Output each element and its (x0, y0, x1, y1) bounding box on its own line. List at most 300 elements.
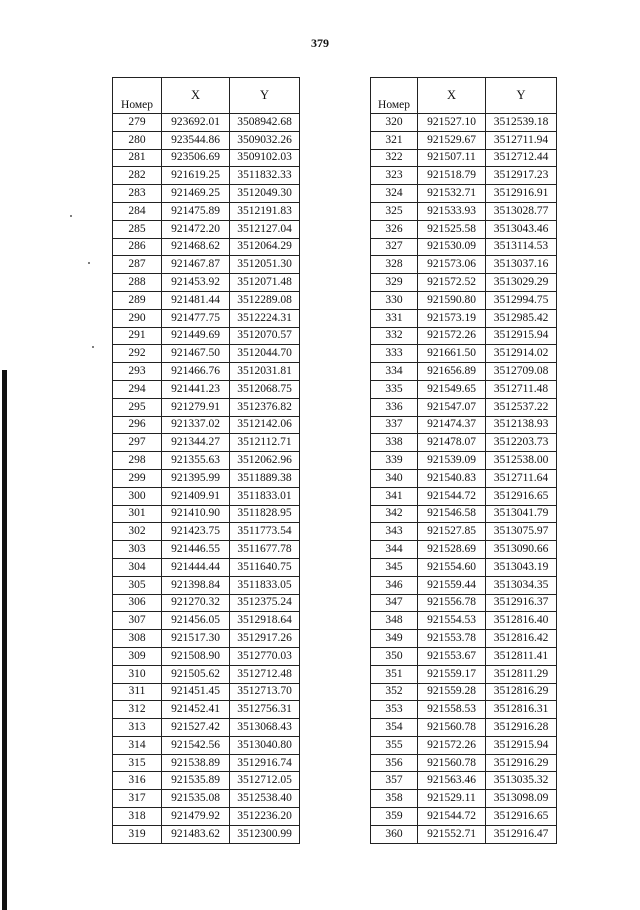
table-row (371, 220, 557, 238)
cell-number: 292 (113, 345, 162, 363)
cell-x: 921507.11 (418, 149, 486, 167)
cell-number: 282 (113, 167, 162, 185)
cell-y: 3512112.71 (230, 434, 300, 452)
cell-x: 921355.63 (162, 452, 230, 470)
table-row (371, 701, 557, 719)
cell-y: 3512917.26 (230, 630, 300, 648)
table-row (113, 434, 300, 452)
table-row (371, 256, 557, 274)
cell-x: 921554.60 (418, 558, 486, 576)
cell-y: 3512051.30 (230, 256, 300, 274)
cell-x: 923544.86 (162, 131, 230, 149)
cell-x: 921558.53 (418, 701, 486, 719)
table-row (113, 274, 300, 292)
cell-number: 345 (371, 558, 418, 576)
table-row (113, 487, 300, 505)
cell-y: 3512070.57 (230, 327, 300, 345)
table-row (113, 523, 300, 541)
cell-number: 315 (113, 754, 162, 772)
cell-x: 921472.20 (162, 220, 230, 238)
cell-number: 333 (371, 345, 418, 363)
table-row (113, 736, 300, 754)
cell-number: 351 (371, 665, 418, 683)
column-header-y: Y (486, 78, 557, 114)
table-row (113, 309, 300, 327)
cell-y: 3513098.09 (486, 790, 557, 808)
table-row (113, 416, 300, 434)
table-row (371, 434, 557, 452)
cell-number: 304 (113, 558, 162, 576)
cell-x: 921444.44 (162, 558, 230, 576)
cell-y: 3513035.32 (486, 772, 557, 790)
cell-number: 286 (113, 238, 162, 256)
cell-number: 329 (371, 274, 418, 292)
table-row (113, 683, 300, 701)
cell-y: 3511828.95 (230, 505, 300, 523)
cell-number: 296 (113, 416, 162, 434)
cell-number: 326 (371, 220, 418, 238)
scan-speck (92, 346, 94, 348)
table-row (113, 790, 300, 808)
cell-y: 3512756.31 (230, 701, 300, 719)
cell-x: 921573.06 (418, 256, 486, 274)
table-body-left (113, 114, 300, 844)
cell-number: 310 (113, 665, 162, 683)
cell-x: 921279.91 (162, 398, 230, 416)
cell-x: 921573.19 (418, 309, 486, 327)
cell-y: 3511773.54 (230, 523, 300, 541)
table-row (371, 149, 557, 167)
cell-x: 921467.50 (162, 345, 230, 363)
cell-y: 3512811.29 (486, 665, 557, 683)
cell-number: 346 (371, 576, 418, 594)
cell-y: 3512916.65 (486, 487, 557, 505)
cell-x: 921525.58 (418, 220, 486, 238)
cell-x: 921619.25 (162, 167, 230, 185)
cell-number: 339 (371, 452, 418, 470)
table-row (371, 363, 557, 381)
cell-number: 335 (371, 380, 418, 398)
cell-x: 921467.87 (162, 256, 230, 274)
cell-number: 325 (371, 202, 418, 220)
cell-x: 921563.46 (418, 772, 486, 790)
scan-speck (70, 215, 72, 217)
cell-x: 921469.25 (162, 185, 230, 203)
cell-y: 3511833.01 (230, 487, 300, 505)
cell-y: 3513043.46 (486, 220, 557, 238)
cell-y: 3512031.81 (230, 363, 300, 381)
cell-number: 320 (371, 114, 418, 132)
cell-x: 921529.67 (418, 131, 486, 149)
cell-number: 311 (113, 683, 162, 701)
cell-number: 298 (113, 452, 162, 470)
cell-y: 3512127.04 (230, 220, 300, 238)
cell-number: 302 (113, 523, 162, 541)
cell-y: 3512985.42 (486, 309, 557, 327)
cell-y: 3512538.40 (230, 790, 300, 808)
cell-number: 318 (113, 808, 162, 826)
cell-x: 921590.80 (418, 291, 486, 309)
cell-y: 3512916.29 (486, 754, 557, 772)
cell-y: 3513034.35 (486, 576, 557, 594)
table-row (113, 719, 300, 737)
cell-number: 350 (371, 647, 418, 665)
table-row (371, 505, 557, 523)
table-row (371, 754, 557, 772)
cell-x: 921560.78 (418, 754, 486, 772)
table-row (371, 541, 557, 559)
cell-y: 3512994.75 (486, 291, 557, 309)
cell-number: 279 (113, 114, 162, 132)
cell-x: 921449.69 (162, 327, 230, 345)
cell-number: 342 (371, 505, 418, 523)
table-row (113, 167, 300, 185)
cell-y: 3512539.18 (486, 114, 557, 132)
cell-number: 309 (113, 647, 162, 665)
cell-y: 3513028.77 (486, 202, 557, 220)
table-row (371, 825, 557, 843)
cell-number: 322 (371, 149, 418, 167)
cell-y: 3512916.37 (486, 594, 557, 612)
table-row (113, 291, 300, 309)
cell-x: 921549.65 (418, 380, 486, 398)
cell-y: 3512062.96 (230, 452, 300, 470)
cell-number: 312 (113, 701, 162, 719)
cell-y: 3512071.48 (230, 274, 300, 292)
cell-number: 290 (113, 309, 162, 327)
table-row (371, 808, 557, 826)
cell-y: 3512816.31 (486, 701, 557, 719)
cell-number: 337 (371, 416, 418, 434)
cell-y: 3511640.75 (230, 558, 300, 576)
cell-number: 341 (371, 487, 418, 505)
table-row (371, 452, 557, 470)
cell-x: 921556.78 (418, 594, 486, 612)
table-row (113, 612, 300, 630)
cell-x: 921517.30 (162, 630, 230, 648)
cell-y: 3512770.03 (230, 647, 300, 665)
cell-number: 324 (371, 185, 418, 203)
cell-number: 352 (371, 683, 418, 701)
cell-number: 317 (113, 790, 162, 808)
table-row (371, 416, 557, 434)
table-body-right (371, 114, 557, 844)
cell-x: 921527.85 (418, 523, 486, 541)
cell-y: 3512224.31 (230, 309, 300, 327)
cell-y: 3513075.97 (486, 523, 557, 541)
cell-x: 921547.07 (418, 398, 486, 416)
table-row (113, 149, 300, 167)
cell-number: 343 (371, 523, 418, 541)
cell-number: 305 (113, 576, 162, 594)
cell-y: 3511832.33 (230, 167, 300, 185)
cell-y: 3512916.47 (486, 825, 557, 843)
cell-x: 921559.17 (418, 665, 486, 683)
cell-y: 3512816.40 (486, 612, 557, 630)
cell-y: 3513090.66 (486, 541, 557, 559)
table-row (371, 736, 557, 754)
cell-x: 921554.53 (418, 612, 486, 630)
cell-x: 921270.32 (162, 594, 230, 612)
table-row (113, 363, 300, 381)
cell-number: 355 (371, 736, 418, 754)
column-header-y: Y (230, 78, 300, 114)
cell-number: 285 (113, 220, 162, 238)
table-header-row (113, 78, 300, 114)
table-row (113, 469, 300, 487)
cell-x: 921552.71 (418, 825, 486, 843)
cell-x: 921451.45 (162, 683, 230, 701)
cell-x: 921456.05 (162, 612, 230, 630)
cell-x: 921466.76 (162, 363, 230, 381)
cell-number: 357 (371, 772, 418, 790)
table-row (371, 772, 557, 790)
cell-x: 921532.71 (418, 185, 486, 203)
cell-x: 921553.78 (418, 630, 486, 648)
cell-y: 3509102.03 (230, 149, 300, 167)
cell-y: 3512049.30 (230, 185, 300, 203)
cell-y: 3513037.16 (486, 256, 557, 274)
column-header-x: X (162, 78, 230, 114)
cell-y: 3512300.99 (230, 825, 300, 843)
cell-y: 3512918.64 (230, 612, 300, 630)
cell-number: 327 (371, 238, 418, 256)
table-row (113, 754, 300, 772)
table-row (113, 131, 300, 149)
cell-y: 3512711.48 (486, 380, 557, 398)
cell-y: 3512068.75 (230, 380, 300, 398)
cell-number: 308 (113, 630, 162, 648)
cell-y: 3511889.38 (230, 469, 300, 487)
table-row (371, 790, 557, 808)
cell-y: 3512712.05 (230, 772, 300, 790)
table-row (371, 558, 557, 576)
cell-y: 3511677.78 (230, 541, 300, 559)
cell-number: 294 (113, 380, 162, 398)
table-row (113, 825, 300, 843)
table-row (371, 327, 557, 345)
table-row (371, 274, 557, 292)
cell-x: 921546.58 (418, 505, 486, 523)
cell-x: 921530.09 (418, 238, 486, 256)
cell-x: 921409.91 (162, 487, 230, 505)
cell-x: 923506.69 (162, 149, 230, 167)
cell-number: 303 (113, 541, 162, 559)
cell-x: 921544.72 (418, 487, 486, 505)
column-header-number: Номер (371, 78, 418, 114)
cell-x: 921656.89 (418, 363, 486, 381)
cell-y: 3512376.82 (230, 398, 300, 416)
cell-x: 921542.56 (162, 736, 230, 754)
cell-y: 3512712.48 (230, 665, 300, 683)
cell-y: 3512537.22 (486, 398, 557, 416)
table-row (113, 647, 300, 665)
cell-x: 921661.50 (418, 345, 486, 363)
cell-x: 921535.08 (162, 790, 230, 808)
cell-x: 921544.72 (418, 808, 486, 826)
cell-y: 3512916.74 (230, 754, 300, 772)
table-row (371, 380, 557, 398)
cell-number: 299 (113, 469, 162, 487)
cell-y: 3512711.94 (486, 131, 557, 149)
cell-y: 3512811.41 (486, 647, 557, 665)
cell-number: 353 (371, 701, 418, 719)
cell-y: 3508942.68 (230, 114, 300, 132)
cell-number: 316 (113, 772, 162, 790)
cell-number: 319 (113, 825, 162, 843)
cell-y: 3513041.79 (486, 505, 557, 523)
cell-number: 287 (113, 256, 162, 274)
table-row (371, 345, 557, 363)
cell-x: 921423.75 (162, 523, 230, 541)
cell-x: 921528.69 (418, 541, 486, 559)
table-row (113, 220, 300, 238)
table-row (371, 131, 557, 149)
table-row (113, 701, 300, 719)
cell-x: 921535.89 (162, 772, 230, 790)
table-row (113, 238, 300, 256)
table-row (113, 256, 300, 274)
cell-number: 358 (371, 790, 418, 808)
cell-number: 330 (371, 291, 418, 309)
cell-y: 3512816.42 (486, 630, 557, 648)
cell-x: 921468.62 (162, 238, 230, 256)
table-row (371, 309, 557, 327)
cell-number: 295 (113, 398, 162, 416)
cell-y: 3512138.93 (486, 416, 557, 434)
cell-x: 921453.92 (162, 274, 230, 292)
table-row (371, 683, 557, 701)
cell-x: 921398.84 (162, 576, 230, 594)
cell-x: 921518.79 (418, 167, 486, 185)
table-row (113, 202, 300, 220)
cell-x: 921337.02 (162, 416, 230, 434)
cell-number: 314 (113, 736, 162, 754)
cell-number: 289 (113, 291, 162, 309)
cell-x: 921539.09 (418, 452, 486, 470)
table-row (113, 505, 300, 523)
cell-number: 323 (371, 167, 418, 185)
cell-y: 3512915.94 (486, 736, 557, 754)
table-row (113, 114, 300, 132)
table-row (113, 345, 300, 363)
coordinates-table-left (112, 77, 300, 844)
cell-x: 921410.90 (162, 505, 230, 523)
cell-y: 3512816.29 (486, 683, 557, 701)
cell-number: 321 (371, 131, 418, 149)
table-row (113, 808, 300, 826)
cell-number: 313 (113, 719, 162, 737)
cell-x: 921559.44 (418, 576, 486, 594)
cell-number: 347 (371, 594, 418, 612)
table-row (371, 612, 557, 630)
cell-number: 349 (371, 630, 418, 648)
cell-y: 3512064.29 (230, 238, 300, 256)
table-row (371, 647, 557, 665)
cell-y: 3512711.64 (486, 469, 557, 487)
table-row (371, 576, 557, 594)
cell-y: 3512289.08 (230, 291, 300, 309)
table-row (113, 772, 300, 790)
cell-y: 3512917.23 (486, 167, 557, 185)
cell-y: 3512538.00 (486, 452, 557, 470)
cell-y: 3512191.83 (230, 202, 300, 220)
cell-number: 284 (113, 202, 162, 220)
table-row (371, 665, 557, 683)
coordinates-table-right (370, 77, 557, 844)
table-row (113, 380, 300, 398)
table-row (371, 719, 557, 737)
cell-x: 921505.62 (162, 665, 230, 683)
cell-number: 338 (371, 434, 418, 452)
cell-number: 356 (371, 754, 418, 772)
cell-y: 3512142.06 (230, 416, 300, 434)
cell-number: 301 (113, 505, 162, 523)
cell-y: 3512916.28 (486, 719, 557, 737)
table-row (371, 114, 557, 132)
table-header-row (371, 78, 557, 114)
cell-x: 921572.26 (418, 327, 486, 345)
table-row (371, 630, 557, 648)
table-row (371, 487, 557, 505)
cell-number: 331 (371, 309, 418, 327)
cell-x: 921477.75 (162, 309, 230, 327)
cell-y: 3511833.05 (230, 576, 300, 594)
cell-x: 921572.26 (418, 736, 486, 754)
table-row (371, 185, 557, 203)
cell-number: 280 (113, 131, 162, 149)
column-header-number: Номер (113, 78, 162, 114)
cell-x: 921441.23 (162, 380, 230, 398)
cell-y: 3512236.20 (230, 808, 300, 826)
cell-x: 921452.41 (162, 701, 230, 719)
table-row (371, 202, 557, 220)
table-row (371, 469, 557, 487)
cell-number: 354 (371, 719, 418, 737)
cell-x: 921475.89 (162, 202, 230, 220)
cell-number: 334 (371, 363, 418, 381)
cell-y: 3512709.08 (486, 363, 557, 381)
cell-x: 921560.78 (418, 719, 486, 737)
cell-x: 921527.42 (162, 719, 230, 737)
table-row (113, 398, 300, 416)
table-row (113, 665, 300, 683)
table-row (113, 630, 300, 648)
cell-y: 3512044.70 (230, 345, 300, 363)
cell-x: 921474.37 (418, 416, 486, 434)
table-row (113, 327, 300, 345)
cell-x: 921538.89 (162, 754, 230, 772)
table-row (371, 523, 557, 541)
cell-number: 281 (113, 149, 162, 167)
cell-y: 3512712.44 (486, 149, 557, 167)
table-row (371, 594, 557, 612)
cell-x: 921395.99 (162, 469, 230, 487)
cell-y: 3512375.24 (230, 594, 300, 612)
cell-x: 921479.92 (162, 808, 230, 826)
cell-number: 332 (371, 327, 418, 345)
cell-number: 344 (371, 541, 418, 559)
table-row (113, 558, 300, 576)
cell-number: 283 (113, 185, 162, 203)
table-row (371, 238, 557, 256)
cell-y: 3513068.43 (230, 719, 300, 737)
cell-x: 921527.10 (418, 114, 486, 132)
cell-x: 923692.01 (162, 114, 230, 132)
cell-y: 3512916.65 (486, 808, 557, 826)
cell-y: 3513043.19 (486, 558, 557, 576)
cell-x: 921481.44 (162, 291, 230, 309)
